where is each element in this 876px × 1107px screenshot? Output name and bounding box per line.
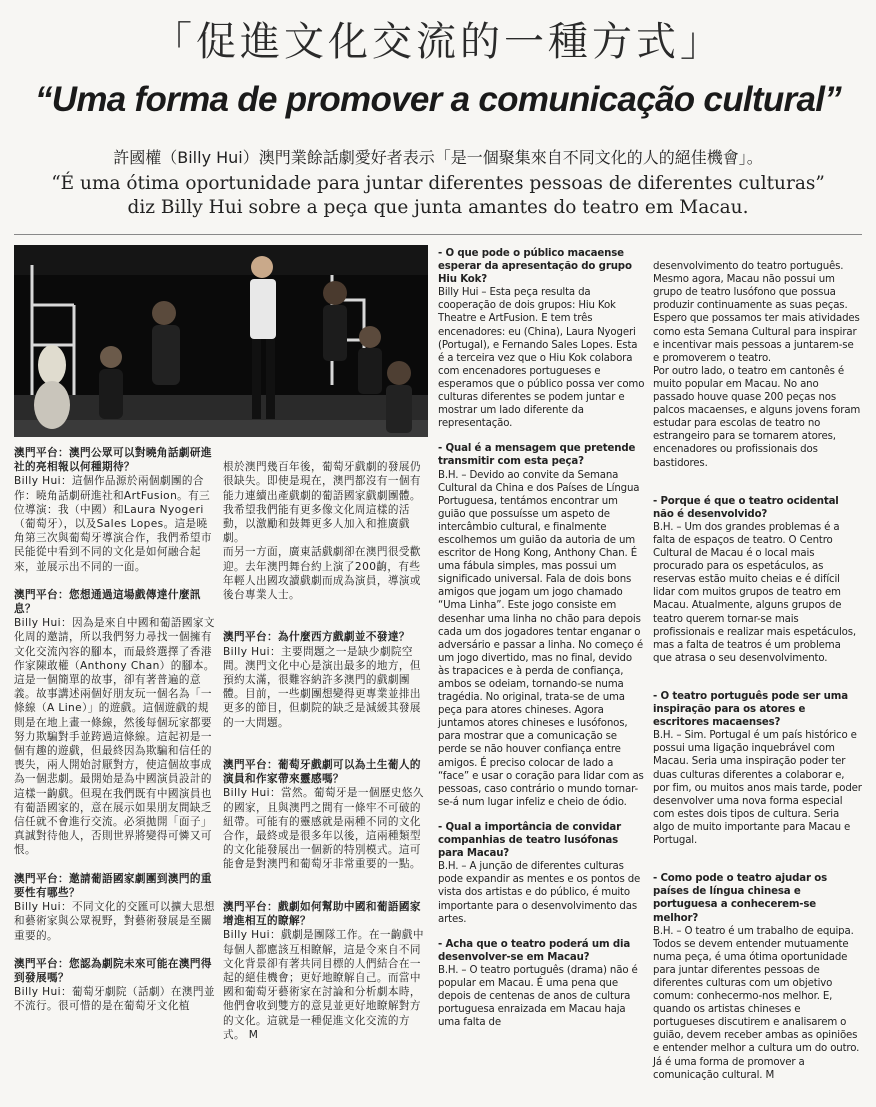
stage-photo: [14, 245, 428, 437]
answer: desenvolvimento do teatro português. Mesmo agora, Macau não possui um grupo de teatro lusófono que possua produzir continuamente as suas peças. Espero que possamos ter mais atividades como esta Semana Cultural para inspirar e incentivar mais pessoas a juntarem-se e promoverem o teatro. Por outro lado, o teatro em cantonês é muito popular em Macau. No ano passado houve quase 200 peças nos palcos macaenses, e alguns jovens foram estudar para escolas de teatro no estrangeiro para se tornarem atores, encenadores ou profissionais dos bastidores.: [653, 261, 861, 469]
answer: Billy Hui：葡萄牙劇院（話劇）在澳門並不流行。很可惜的是在葡萄牙文化植: [14, 986, 215, 1013]
article-title-chinese: 「促進文化交流的一種方式」: [152, 19, 724, 65]
qa-block: [438, 247, 645, 430]
answer: Billy Hui：不同文化的交匯可以擴大思想和藝術家與公眾視野，對藝術發展是至關重要的。: [14, 901, 215, 942]
qa-block: [438, 938, 645, 1030]
column-chinese-right: [223, 446, 428, 1041]
question: 澳門平台：您想通過這場戲傳達什麼訊息？: [14, 588, 201, 616]
answer: B.H. – O teatro português (drama) não é popular em Macau. É uma pena que depois de centenas de anos de cultura portuguesa enraizada em Macau haja uma falta de: [438, 964, 638, 1029]
question: - Acha que o teatro poderá um dia desenvolver-se em Macau?: [438, 938, 631, 963]
qa-block: [653, 872, 862, 1082]
answer: 根於澳門幾百年後，葡萄牙戲劇的發展仍很缺失。即使是現在，澳門都沒有一個有能力連續出產戲劇的葡語國家戲劇團體。我希望我們能有更多像文化周這樣的活動，以激勵和鼓舞更多人加入和推廣戲劇。 而另一方面，廣東話戲劇卻在澳門很受歡迎。去年澳門舞台約上演了200齣，有些年輕人出國攻讀戲劇而成為演員，導演或後台專業人士。: [223, 461, 421, 602]
question: 澳門平台：為什麼西方戲劇並不發達？: [223, 631, 410, 644]
header-divider: [14, 234, 862, 235]
stage-photo-illustration: [14, 245, 428, 437]
answer: Billy Hui：這個作品源於兩個劇團的合作：曉角話劇研進社和ArtFusion。有三位導演：我（中國）和Laura Nyogeri（葡萄牙），以及Sales Lopes。這是曉角第三次與葡萄牙導演合作，我們希望市民能從中看到不同的文化是如何融合起來，並展示出不同的一面。: [14, 475, 212, 573]
qa-block: [223, 900, 428, 1042]
continued-text: [653, 260, 862, 470]
qa-block: [653, 495, 862, 665]
continued-text: [223, 460, 428, 602]
qa-block: [14, 588, 217, 858]
qa-block: [223, 630, 428, 729]
question: - Como pode o teatro ajudar os países de língua chinesa e portuguesa a conhecerem-se melhor?: [653, 873, 828, 924]
answer: Billy Hui：因為是來自中國和葡語國家文化周的邀請，所以我們努力尋找一個擁有文化交流內容的腳本，而最終選擇了香港作家陳敢權（Anthony Chan）的腳本。這是一個簡單的故事，卻有著普遍的意義。故事講述兩個好朋友玩一個名為「一條線（A Line）」的遊戲。這個遊戲的規則是在地上畫一條線，然後每個玩家都要努力欺騙對手並跨過這條線。這起初是一個有趣的遊戲，但最終因為欺騙和信任的喪失，兩人開始討厭對方，使這個故事成為一個悲劇。最開始是為中國演員設計的這樣一齣戲。但現在我們既有中國演員也有葡語國家的，意在展示如果朋友間缺乏信任就不會進行交流。必須拋開「面子」真誠對待他人，否則世界將變得可憐又可恨。: [14, 617, 215, 857]
lead-portuguese: [0, 172, 876, 220]
lead-portuguese-line-1: “É uma ótima oportunidade para juntar diferentes pessoas de diferentes culturas”: [51, 173, 825, 194]
answer: Billy Hui：主要問題之一是缺少劇院空間。澳門文化中心是演出最多的地方，但預約太滿，很難容納許多澳門的戲劇團體。目前，一些劇團想變得更專業並排出更多的節目，但劇院的缺乏是減緩其發展的一大問題。: [223, 645, 421, 729]
question: - Porque é que o teatro ocidental não é desenvolvido?: [653, 495, 839, 520]
answer: B.H. – Um dos grandes problemas é a falta de espaços de teatro. O Centro Cultural de Macau é o local mais procurado para os espetáculos, as reservas estão muito cheias e é difícil lidar com muitos grupos de teatro em Macau. Atualmente, alguns grupos de teatro querem tornar-se mais profissionais e realizar mais espetáculos, mas a falta de teatros é um problema que atrasa o seu desenvolvimento.: [653, 521, 856, 664]
question: 澳門平台：戲劇如何幫助中國和葡語國家增進相互的瞭解？: [223, 900, 421, 928]
qa-block: [653, 690, 862, 847]
answer: B.H. – A junção de diferentes culturas pode expandir as mentes e os pontos de vista dos artistas e do público, é muito importante para o desenvolvimento das artes.: [438, 861, 641, 925]
qa-block: [14, 957, 217, 1014]
question: 澳門平台：澳門公眾可以對曉角話劇研進社的亮相報以何種期待？: [14, 447, 212, 474]
question: 澳門平台：邀請葡語國家劇團到澳門的重要性有哪些？: [14, 872, 212, 899]
qa-block: [223, 758, 428, 872]
answer: B.H. – Sim. Portugal é um país histórico e possui uma ligação inquebrável com Macau. Seria uma inspiração poder ter duas culturas diferentes a colaborar e, por fim, ou muitos anos mais tarde, poder desenvolver uma nova forma especial com estes dois tipos de cultura. Seria algo de muito importante para Macau e Portugal.: [653, 730, 862, 847]
column-chinese-left: [14, 446, 217, 1022]
qa-block: [438, 821, 645, 926]
answer: Billy Hui：當然。葡萄牙是一個歷史悠久的國家，且與澳門之間有一條牢不可破的紐帶。可能有的靈感就是兩種不同的文化合作，最終或是很多年以後，這兩種類型的文化能發展出一個新的特別模式。這可能會是對澳門和葡萄牙非常重要的一點。: [223, 787, 424, 871]
answer: Billy Hui – Esta peça resulta da cooperação de dois grupos: Hiu Kok Theatre e ArtFusion. E tem três encenadores: eu (China), Laura Nyogeri (Portugal), e Fernando Sales Lopes. Esta é a terceira vez que o Hiu Kok colabora com encenadores portugueses e esperamos que o público possa ver como culturas diferentes se podem juntar e mostrar um lado diferente da representação.: [438, 287, 645, 430]
question: - O teatro português pode ser uma inspiração para os atores e escritores macaenses?: [653, 691, 848, 729]
question: - Qual é a mensagem que pretende transmitir com esta peça?: [438, 443, 636, 468]
answer: B.H. – O teatro é um trabalho de equipa. Todos se devem entender mutuamente numa peça, é uma ótima oportunidade para juntar diferentes pessoas de diferentes culturas com um objetivo comum: conhecermo-nos melhor. E, quando os artistas chineses e portugueses discutirem e analisarem o guião, devem receber ambas as opiniões e entender melhor a cultura um do outro. Já é uma forma de promover a comunicação cultural. M: [653, 925, 860, 1081]
qa-block: [14, 446, 217, 574]
column-portuguese-right: [653, 247, 862, 1081]
qa-block: [438, 442, 645, 809]
answer: B.H. – Devido ao convite da Semana Cultural da China e dos Países de Língua Portuguesa, tentámos encontrar um guião que possuísse um aspeto de intercâmbio cultural, e finalmente escolhemos um guião da autoria de um escritor de Hong Kong, Anthony Chan. É uma fábula simples, mas possui um significado universal. Fala de dois bons amigos que jogam um jogo chamado “Uma Linha”. Este jogo consiste em desenhar uma linha no chão para depois cada um dos jogadores tentar enganar o adversário e passar a linha. No começo é um jogo divertido, mas no final, devido às trapacices e à perda de confiança, ambos se odeiam, tornando-se numa tragédia. No original, trata-se de uma peça para atores chineses. Agora juntamos atores chineses e lusófonos, para mostrar que a comunicação se perde se não houver confiança entre amigos. É preciso colocar de lado a “face” e usar o coração para lidar com as pessoas, caso contrário o mundo tornar-se-á num lugar infeliz e cheio de ódio.: [438, 469, 644, 808]
qa-block: [14, 872, 217, 943]
answer: Billy Hui：戲劇是團隊工作。在一齣戲中每個人都應該互相瞭解，這是令來自不同文化背景卻有著共同目標的人們結合在一起的絕佳機會；更好地瞭解自己。而當中國和葡萄牙藝術家在討論和分析劇本時，他們會收到雙方的意見並更好地瞭解對方的文化。這就是一種促進文化交流的方式。 M: [223, 929, 424, 1041]
lead-portuguese-line-2: diz Billy Hui sobre a peça que junta amantes do teatro em Macau.: [127, 197, 749, 218]
question: - O que pode o público macaense esperar da apresentação do grupo Hiu Kok?: [438, 248, 632, 286]
column-portuguese-left: [438, 247, 645, 1029]
lead-chinese: 許國權（Billy Hui）澳門業餘話劇愛好者表示「是一個聚集來自不同文化的人的絕佳機會」。: [113, 148, 763, 167]
question: 澳門平台：葡萄牙戲劇可以為土生葡人的演員和作家帶來靈感嗎？: [223, 759, 421, 786]
question: - Qual a importância de convidar companhias de teatro lusófonas para Macau?: [438, 821, 621, 860]
question: 澳門平台：您認為劇院未來可能在澳門得到發展嗎？: [14, 957, 212, 984]
article-title-portuguese: “Uma forma de promover a comunicação cultural”: [34, 80, 842, 119]
